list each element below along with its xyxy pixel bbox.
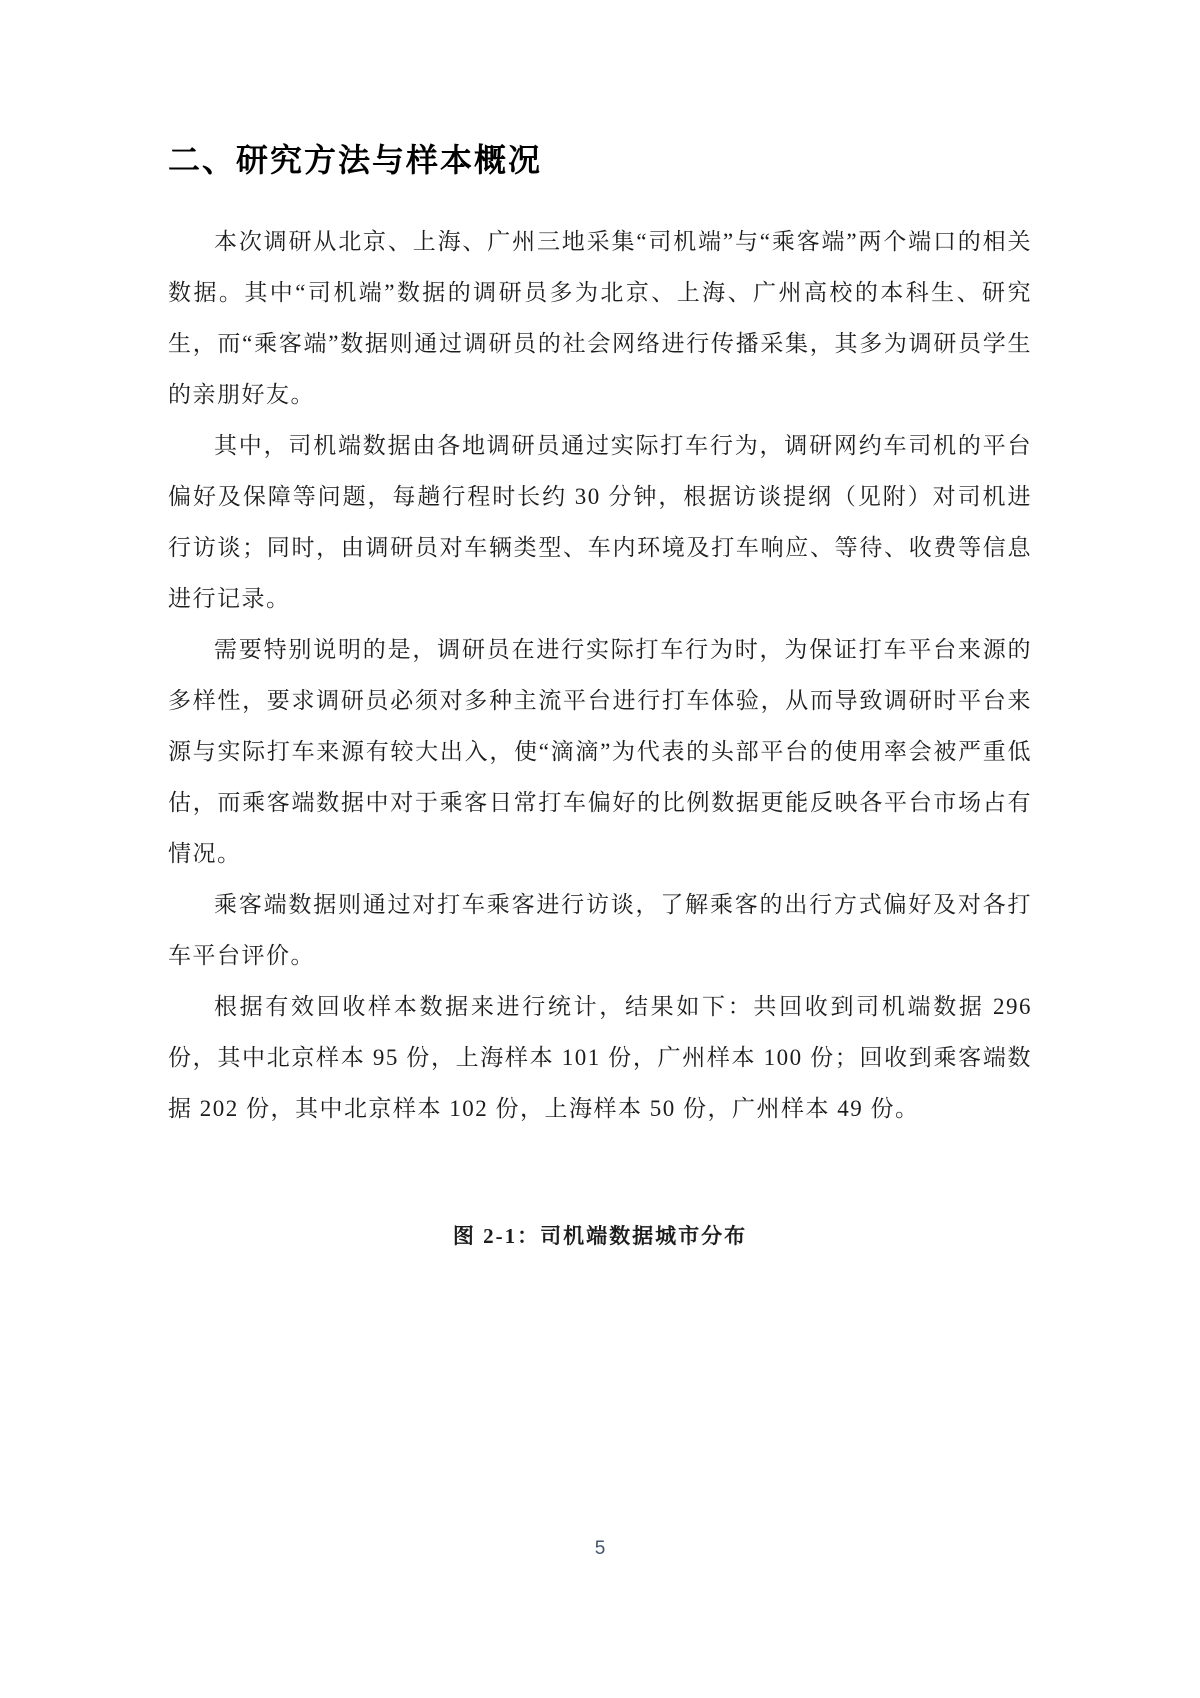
page-number: 5 xyxy=(594,1538,606,1559)
figure-caption: 图 2-1：司机端数据城市分布 xyxy=(452,1224,748,1248)
body-paragraph-4: 乘客端数据则通过对打车乘客进行访谈，了解乘客的出行方式偏好及对各打车平台评价。 xyxy=(168,892,1032,968)
body-paragraph-3: 需要特别说明的是，调研员在进行实际打车行为时，为保证打车平台来源的多样性，要求调研员必须对多种主流平台进行打车体验，从而导致调研时平台来源与实际打车来源有较大出入，使“滴滴”为代表的头部平台的使用率会被严重低估，而乘客端数据中对于乘客日常打车偏好的比例数据更能反映各平台市场占有情况。 xyxy=(168,637,1032,866)
body-paragraph-1: 本次调研从北京、上海、广州三地采集“司机端”与“乘客端”两个端口的相关数据。其中“司机端”数据的调研员多为北京、上海、广州高校的本科生、研究生，而“乘客端”数据则通过调研员的社会网络进行传播采集，其多为调研员学生的亲朋好友。 xyxy=(168,229,1032,407)
section-heading: 二、研究方法与样本概况 xyxy=(168,142,543,178)
body-paragraph-5: 根据有效回收样本数据来进行统计，结果如下：共回收到司机端数据 296 份，其中北京样本 95 份，上海样本 101 份，广州样本 100 份；回收到乘客端数据 202 份，其中北京样本 102 份，上海样本 50 份，广州样本 49 份。 xyxy=(168,994,1032,1121)
body-paragraph-2: 其中，司机端数据由各地调研员通过实际打车行为，调研网约车司机的平台偏好及保障等问题，每趟行程时长约 30 分钟，根据访谈提纲（见附）对司机进行访谈；同时，由调研员对车辆类型、车内环境及打车响应、等待、收费等信息进行记录。 xyxy=(168,433,1032,611)
